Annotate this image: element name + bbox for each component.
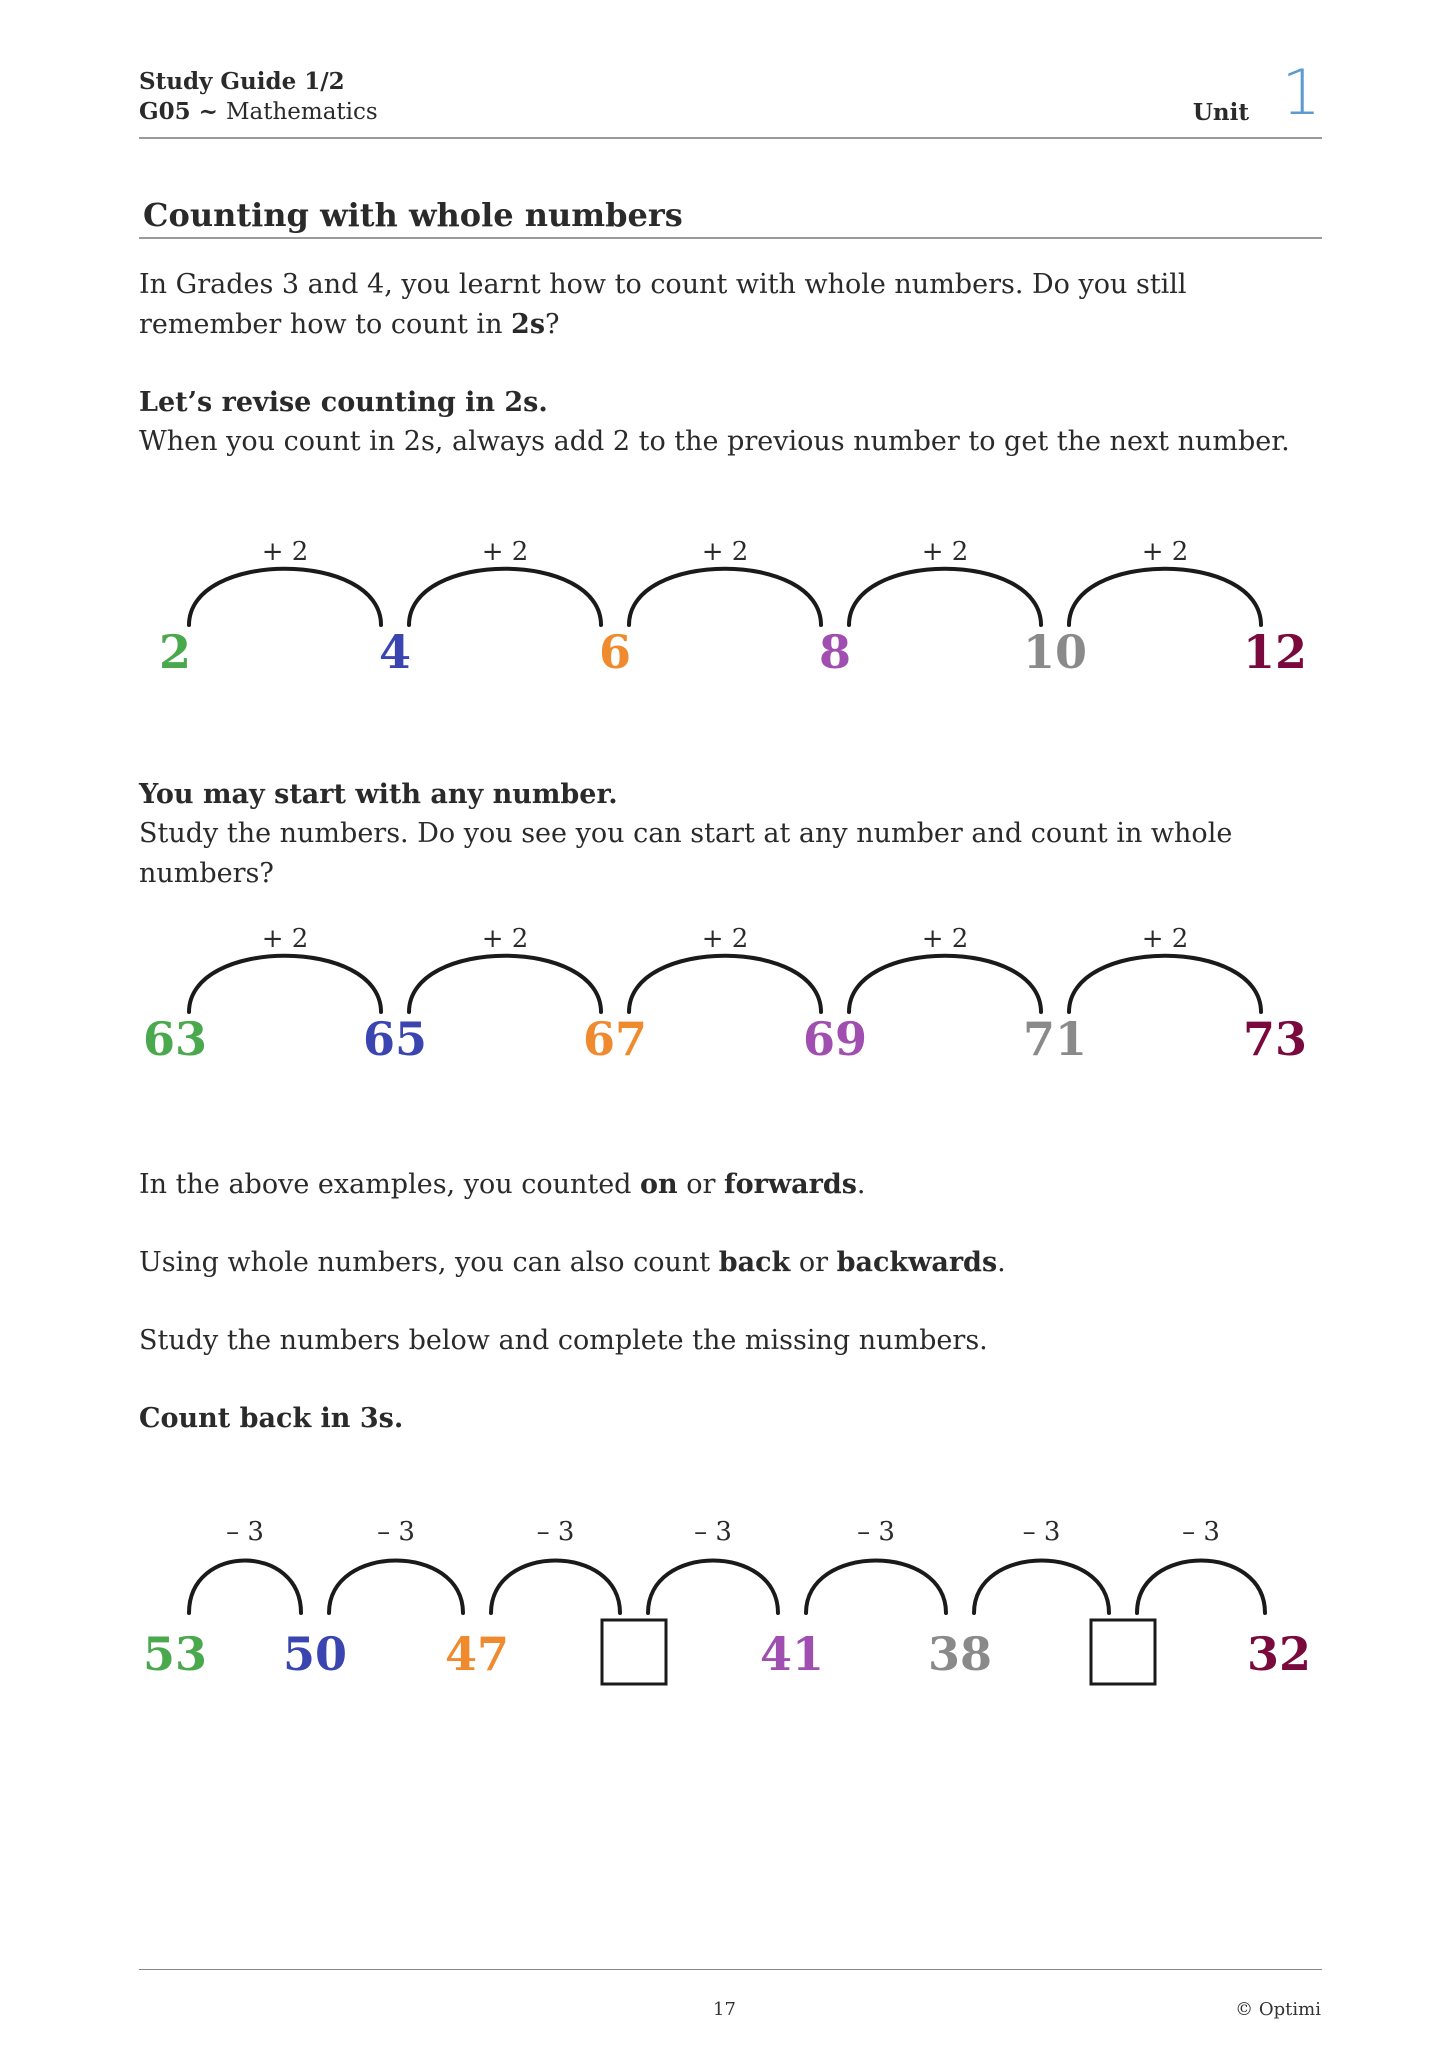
copyright: © Optimi bbox=[1235, 1999, 1321, 2020]
count-back-heading: Count back in 3s. bbox=[139, 1403, 404, 1434]
step-label: – 3 bbox=[226, 1517, 264, 1547]
step-label: – 3 bbox=[536, 1517, 575, 1547]
step-label: – 3 bbox=[377, 1517, 415, 1547]
step-label: – 3 bbox=[857, 1517, 895, 1547]
unit-label: Unit bbox=[1192, 99, 1249, 126]
number-value: 73 bbox=[1242, 1012, 1308, 1066]
forwards-line: In the above examples, you counted on or forwards. bbox=[139, 1169, 866, 1200]
step-label: + 2 bbox=[481, 924, 529, 954]
step-label: + 2 bbox=[921, 537, 969, 567]
missing-number-box[interactable] bbox=[1091, 1620, 1155, 1684]
jump-arc bbox=[189, 1561, 301, 1614]
unit-number: 1 bbox=[1281, 56, 1321, 129]
page-number: 17 bbox=[713, 1999, 736, 2020]
revise-heading: Let’s revise counting in 2s. bbox=[139, 387, 548, 418]
jump-arc bbox=[806, 1561, 946, 1614]
step-label: + 2 bbox=[1141, 924, 1189, 954]
number-value: 12 bbox=[1242, 625, 1308, 679]
number-value: 71 bbox=[1022, 1012, 1088, 1066]
number-value: 53 bbox=[142, 1627, 208, 1681]
step-label: – 3 bbox=[694, 1517, 732, 1547]
study-instruction: Study the numbers below and complete the missing numbers. bbox=[139, 1325, 988, 1356]
any-number-text: Study the numbers. Do you see you can start at any number and count in whole numbers? bbox=[139, 818, 1233, 889]
missing-number-box[interactable] bbox=[602, 1620, 666, 1684]
backwards-line: Using whole numbers, you can also count back or backwards. bbox=[139, 1247, 1006, 1278]
step-label: + 2 bbox=[261, 924, 309, 954]
step-label: + 2 bbox=[261, 537, 309, 567]
number-value: 38 bbox=[927, 1627, 993, 1681]
step-label: + 2 bbox=[701, 537, 749, 567]
section-title: Counting with whole numbers bbox=[143, 196, 683, 234]
jump-arc bbox=[1137, 1561, 1265, 1614]
grade-code: G05 ~ bbox=[139, 98, 218, 125]
jump-arc bbox=[329, 1561, 463, 1614]
number-value: 69 bbox=[802, 1012, 868, 1066]
step-label: – 3 bbox=[1182, 1517, 1220, 1547]
intro-paragraph: In Grades 3 and 4, you learnt how to count with whole numbers. Do you still remember how to count in 2s? bbox=[139, 269, 1187, 340]
guide-title: Study Guide 1/2 bbox=[139, 68, 345, 95]
jump-arc bbox=[491, 1561, 620, 1614]
step-label: + 2 bbox=[1141, 537, 1189, 567]
number-value: 67 bbox=[582, 1012, 648, 1066]
number-value: 63 bbox=[142, 1012, 208, 1066]
number-value: 8 bbox=[818, 625, 852, 679]
step-label: + 2 bbox=[481, 537, 529, 567]
subject-name: Mathematics bbox=[225, 99, 378, 125]
number-value: 41 bbox=[759, 1627, 825, 1681]
revise-text: When you count in 2s, always add 2 to the previous number to get the next number. bbox=[139, 426, 1290, 457]
jump-arc bbox=[648, 1561, 778, 1614]
jump-arc bbox=[974, 1561, 1109, 1614]
number-value: 6 bbox=[598, 625, 632, 679]
step-label: + 2 bbox=[701, 924, 749, 954]
footer-rule bbox=[139, 1969, 1322, 1970]
number-value: 2 bbox=[158, 625, 192, 679]
number-value: 10 bbox=[1022, 625, 1088, 679]
step-label: – 3 bbox=[1022, 1517, 1061, 1547]
number-value: 47 bbox=[444, 1627, 510, 1681]
number-value: 65 bbox=[362, 1012, 428, 1066]
number-value: 32 bbox=[1246, 1627, 1312, 1681]
any-number-heading: You may start with any number. bbox=[139, 779, 618, 810]
step-label: + 2 bbox=[921, 924, 969, 954]
number-value: 50 bbox=[282, 1627, 348, 1681]
number-value: 4 bbox=[378, 625, 412, 679]
